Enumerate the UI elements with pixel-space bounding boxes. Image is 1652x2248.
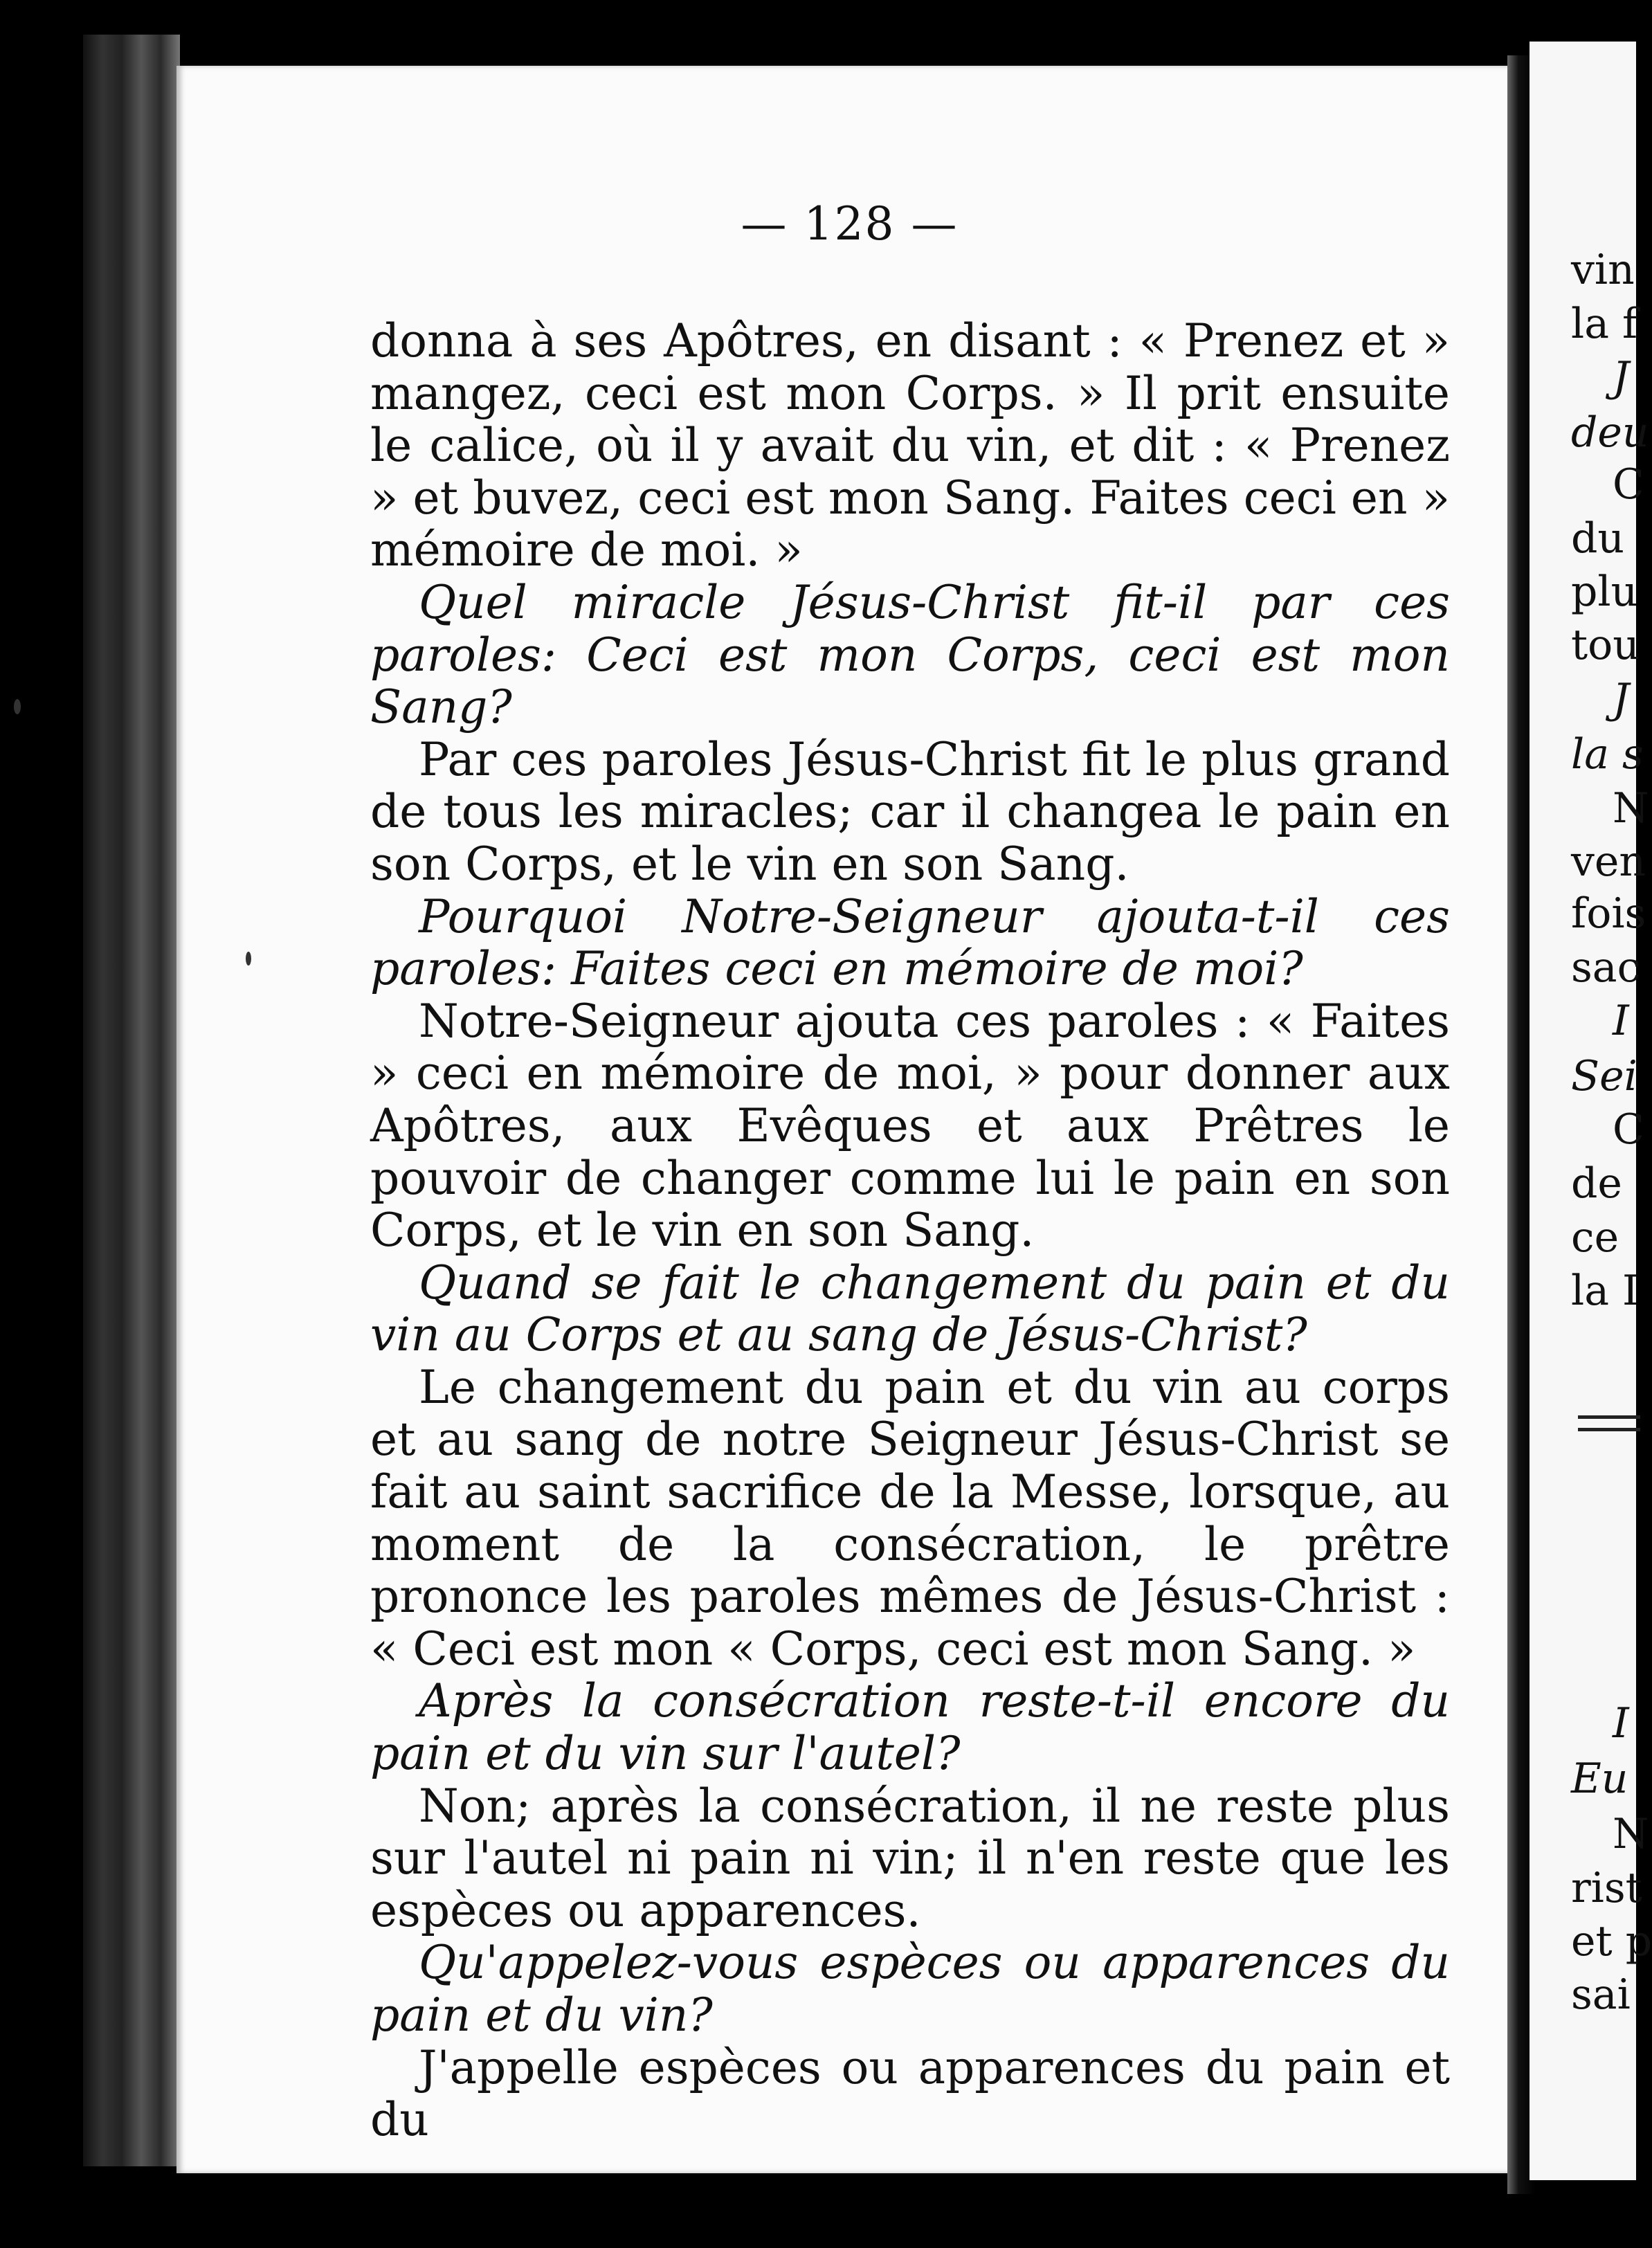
fragment-line: ven bbox=[1571, 837, 1646, 886]
right-page-fragment bbox=[1530, 42, 1652, 2180]
question: Qu'appelez-vous espèces ou apparences du pain et du vin? bbox=[370, 1936, 1450, 2042]
question: Quel miracle Jésus-Christ fit-il par ces paroles: Ceci est mon Corps, ceci est mon Sang? bbox=[370, 575, 1450, 734]
fragment-line: sai bbox=[1571, 1970, 1631, 2019]
fragment-line: deu bbox=[1571, 408, 1649, 457]
question: Quand se fait le changement du pain et du vin au Corps et au sang de Jésus-Christ? bbox=[370, 1256, 1450, 1362]
fragment-line: C bbox=[1613, 460, 1644, 509]
answer: J'appelle espèces ou apparences du pain et du bbox=[370, 2040, 1450, 2147]
answer: Par ces paroles Jésus-Christ fit le plus grand de tous les miracles; car il changea le pain en son Corps, et le vin en son Sang. bbox=[370, 732, 1450, 891]
scan-speck bbox=[246, 952, 251, 966]
answer: Le changement du pain et du vin au corps et au sang de notre Seigneur Jésus-Christ se fait au saint sacrifice de la Messe, lorsque, au moment de la consécration, le prêtre prononce les paroles mêmes de Jésus-Christ : « Ceci est mon « Corps, ceci est mon Sang. » bbox=[370, 1360, 1450, 1676]
fragment-line: rist bbox=[1571, 1864, 1642, 1912]
paragraph: donna à ses Apôtres, en disant : « Prenez et » mangez, ceci est mon Corps. » Il prit ensuite le calice, où il y avait du vin, et dit : « Prenez » et buvez, ceci est mon Sang. Faites ceci en » mémoire de moi. » bbox=[370, 314, 1450, 577]
fragment-line: Sei bbox=[1571, 1052, 1637, 1100]
scan-speck bbox=[14, 699, 21, 714]
fragment-line: fois bbox=[1571, 889, 1646, 938]
fragment-line: du bbox=[1571, 514, 1625, 563]
fragment-line: de bbox=[1571, 1159, 1622, 1208]
fragment-line: N bbox=[1613, 784, 1649, 833]
fragment-line: I bbox=[1613, 997, 1629, 1045]
answer: Notre-Seigneur ajouta ces paroles : « Faites » ceci en mémoire de moi, » pour donner aux Apôtres, aux Evêques et aux Prêtres le pouvoir de changer comme lui le pain en son Corps, et le vin en son Sang. bbox=[370, 994, 1450, 1258]
answer: Non; après la consécration, il ne reste plus sur l'autel ni pain ni vin; il n'en reste que les espèces ou apparences. bbox=[370, 1779, 1450, 1937]
fragment-line: J bbox=[1613, 353, 1630, 401]
section-rule bbox=[1578, 1415, 1640, 1419]
fragment-line: la I bbox=[1571, 1267, 1639, 1315]
fragment-line: plu bbox=[1571, 568, 1638, 616]
question: Après la consécration reste-t-il encore du pain et du vin sur l'autel? bbox=[370, 1674, 1450, 1781]
fragment-line: I bbox=[1613, 1699, 1629, 1748]
fragment-line: tou bbox=[1571, 621, 1640, 669]
fragment-line: et p bbox=[1571, 1917, 1652, 1966]
fragment-line: J bbox=[1613, 675, 1630, 723]
fragment-line: N bbox=[1613, 1810, 1649, 1858]
page-text bbox=[370, 315, 1450, 2146]
fragment-line: la f bbox=[1571, 300, 1638, 348]
fragment-line: vin bbox=[1571, 246, 1635, 294]
fragment-line: C bbox=[1613, 1105, 1644, 1154]
left-page bbox=[176, 66, 1523, 2173]
fragment-line: la s bbox=[1571, 730, 1644, 779]
fragment-line: Eu bbox=[1571, 1755, 1628, 1803]
question: Pourquoi Notre-Seigneur ajouta-t-il ces paroles: Faites ceci en mémoire de moi? bbox=[370, 889, 1450, 996]
book-spine-edge bbox=[83, 35, 180, 2166]
fragment-line: ce bbox=[1571, 1213, 1619, 1262]
fragment-line: sac bbox=[1571, 943, 1641, 992]
section-rule bbox=[1578, 1428, 1640, 1431]
page-number: — 128 — bbox=[741, 197, 959, 251]
